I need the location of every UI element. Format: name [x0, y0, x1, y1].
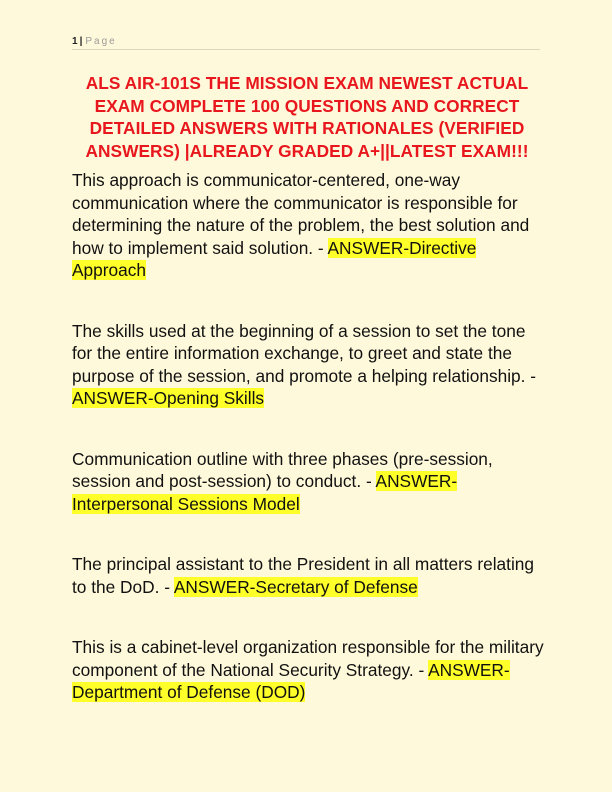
answer-highlight: ANSWER-Directive Approach — [72, 237, 477, 280]
answer-highlight: ANSWER-Opening Skills — [72, 388, 265, 408]
answer-highlight: ANSWER-Interpersonal Sessions Model — [72, 471, 458, 514]
question-text: This is a cabinet-level organization responsible for the military component of the National Security Strategy. - — [72, 637, 544, 680]
qa-list — [72, 169, 544, 742]
answer-highlight: ANSWER-Department of Defense (DOD) — [72, 659, 510, 702]
page-header — [72, 35, 540, 50]
qa-item — [72, 553, 544, 598]
question-text: Communication outline with three phases (pre-session, session and post-session) to conduct. - — [72, 448, 493, 491]
question-text: The principal assistant to the President in all matters relating to the DoD. - — [72, 554, 535, 597]
qa-item — [72, 636, 544, 704]
document-title: ALS AIR-101S THE MISSION EXAM NEWEST ACTUAL EXAM COMPLETE 100 QUESTIONS AND CORRECT DETAILED ANSWERS WITH RATIONALES (VERIFIED ANSWERS) |ALREADY GRADED A+||LATEST EXAM!!! — [85, 73, 529, 161]
page-number: 1 — [72, 36, 78, 47]
page-label: Page — [85, 36, 117, 47]
question-text: The skills used at the beginning of a session to set the tone for the entire information exchange, to greet and state the purpose of the session, and promote a helping relationship. - — [72, 320, 537, 386]
answer-highlight: ANSWER-Secretary of Defense — [173, 576, 418, 597]
page-separator: | — [79, 36, 83, 47]
question-text: This approach is communicator-centered, one-way communication where the communicator is responsible for determining the nature of the problem, the best solution and how to implement said solution. - — [72, 170, 530, 258]
qa-item — [72, 169, 544, 282]
qa-item — [72, 448, 544, 516]
qa-item — [72, 320, 544, 410]
